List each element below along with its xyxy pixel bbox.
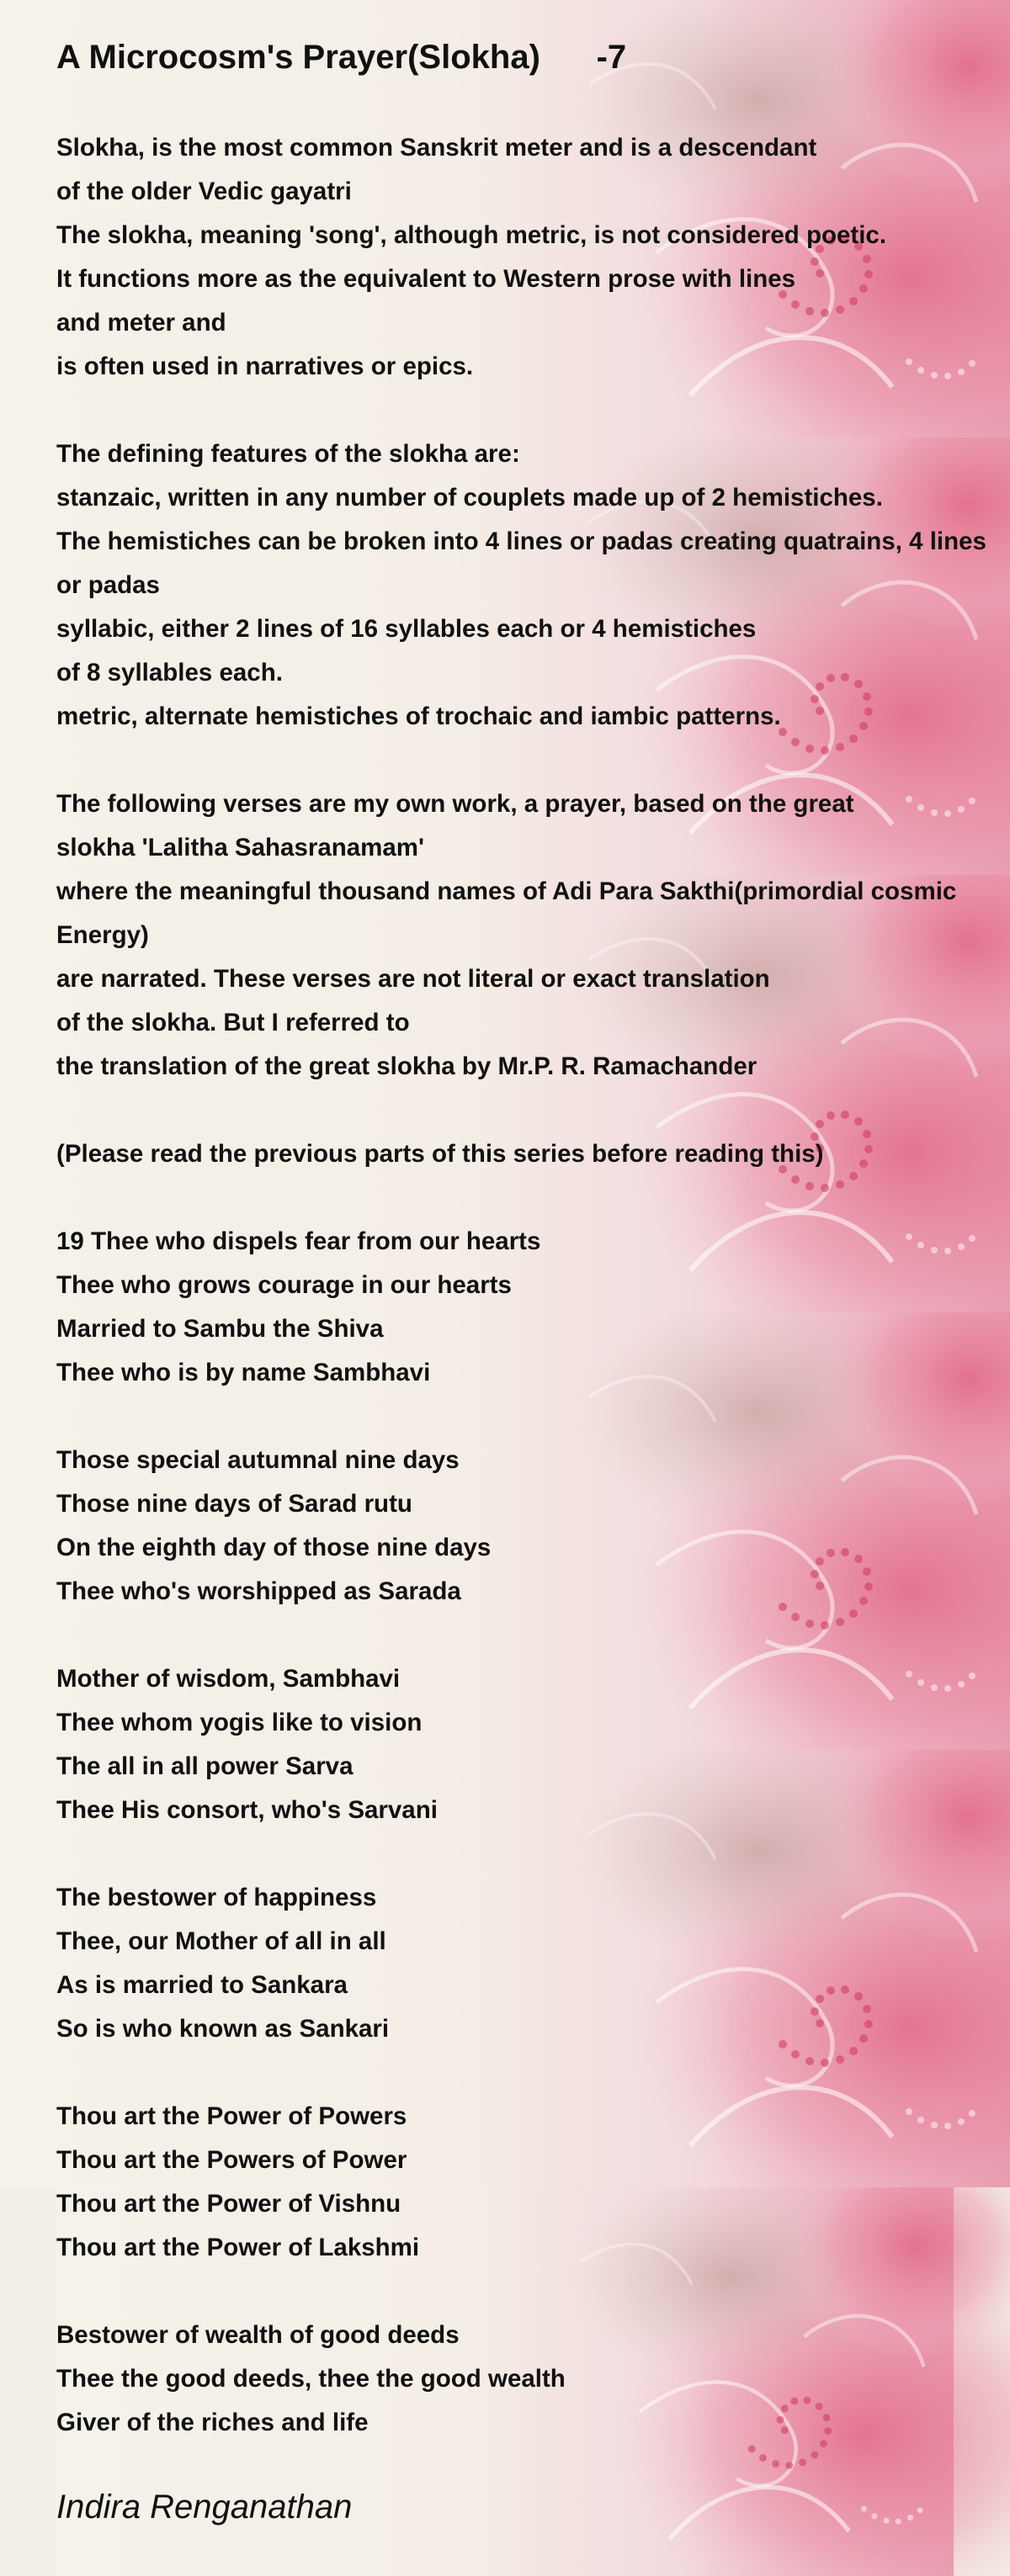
poem-line: Married to Sambu the Shiva bbox=[56, 1315, 384, 1343]
poem-line: Thou art the Power of Lakshmi bbox=[56, 2234, 420, 2261]
poem-line: As is married to Sankara bbox=[56, 1971, 348, 1999]
poem-line: slokha 'Lalitha Sahasranamam' bbox=[56, 834, 425, 861]
poem-line: Those special autumnal nine days bbox=[56, 1446, 460, 1474]
poem-line: The slokha, meaning 'song', although metric, is not considered poetic. bbox=[56, 221, 887, 249]
poem-line: of 8 syllables each. bbox=[56, 659, 283, 686]
stanza-gap bbox=[56, 739, 1010, 782]
poem-line: where the meaningful thousand names of Adi Para Sakthi(primordial cosmic Energy) bbox=[56, 877, 957, 949]
stanza-gap bbox=[56, 1089, 1010, 1132]
stanza-gap bbox=[56, 1176, 1010, 1220]
poem-line: Bestower of wealth of good deeds bbox=[56, 2321, 460, 2349]
poem-line: the translation of the great slokha by Mr.P. R. Ramachander bbox=[56, 1052, 758, 1080]
stanza-gap bbox=[56, 2051, 1010, 2095]
stanza-gap bbox=[56, 1832, 1010, 1876]
poem-line: syllabic, either 2 lines of 16 syllables each or 4 hemistiches bbox=[56, 615, 757, 643]
poem-line: Thee who's worshipped as Sarada bbox=[56, 1577, 461, 1605]
poem-line: So is who known as Sankari bbox=[56, 2015, 390, 2043]
poem-line: The hemistiches can be broken into 4 lines or padas creating quatrains, 4 lines or padas bbox=[56, 527, 986, 599]
poem-line: metric, alternate hemistiches of trochaic and iambic patterns. bbox=[56, 702, 781, 730]
poem-line: (Please read the previous parts of this series before reading this) bbox=[56, 1140, 824, 1168]
poem-line: The all in all power Sarva bbox=[56, 1752, 354, 1780]
poem-line: Mother of wisdom, Sambhavi bbox=[56, 1665, 401, 1693]
poem-line: Slokha, is the most common Sanskrit meter and is a descendant bbox=[56, 134, 817, 162]
poem-line: Thee who grows courage in our hearts bbox=[56, 1271, 512, 1299]
poem-line: Thee the good deeds, thee the good wealth bbox=[56, 2365, 566, 2393]
poem-line: and meter and bbox=[56, 309, 226, 337]
stanza-gap bbox=[56, 1395, 1010, 1439]
poem-line: Thee who is by name Sambhavi bbox=[56, 1359, 431, 1386]
poem-line: are narrated. These verses are not literal or exact translation bbox=[56, 965, 770, 993]
poem-line: On the eighth day of those nine days bbox=[56, 1534, 492, 1561]
poem-line: The bestower of happiness bbox=[56, 1884, 377, 1911]
poem-line: The defining features of the slokha are: bbox=[56, 440, 520, 468]
poem-line: of the slokha. But I referred to bbox=[56, 1009, 410, 1036]
poem-author: Indira Renganathan bbox=[56, 2489, 353, 2526]
poem-line: The following verses are my own work, a prayer, based on the great bbox=[56, 790, 854, 818]
poem-title: A Microcosm's Prayer(Slokha) -7 bbox=[56, 39, 627, 76]
poem-line: 19 Thee who dispels fear from our hearts bbox=[56, 1227, 541, 1255]
poem-line: Giver of the riches and life bbox=[56, 2409, 369, 2436]
poem-line: of the older Vedic gayatri bbox=[56, 178, 352, 205]
poem-line: Those nine days of Sarad rutu bbox=[56, 1490, 412, 1518]
poem-line: Thee, our Mother of all in all bbox=[56, 1927, 386, 1955]
stanza-gap bbox=[56, 1614, 1010, 1657]
stanza-gap bbox=[56, 389, 1010, 432]
stanza-gap bbox=[56, 2270, 1010, 2314]
poem-line: stanzaic, written in any number of couplets made up of 2 hemistiches. bbox=[56, 484, 883, 511]
poem-line: Thou art the Power of Vishnu bbox=[56, 2190, 401, 2218]
poem-line: Thou art the Powers of Power bbox=[56, 2146, 407, 2174]
poem-line: is often used in narratives or epics. bbox=[56, 352, 474, 380]
poem-line: Thou art the Power of Powers bbox=[56, 2102, 407, 2130]
poem-body bbox=[56, 126, 1010, 2445]
poem-line: It functions more as the equivalent to Western prose with lines bbox=[56, 265, 796, 293]
poem-line: Thee His consort, who's Sarvani bbox=[56, 1796, 438, 1824]
poem-line: Thee whom yogis like to vision bbox=[56, 1709, 423, 1736]
